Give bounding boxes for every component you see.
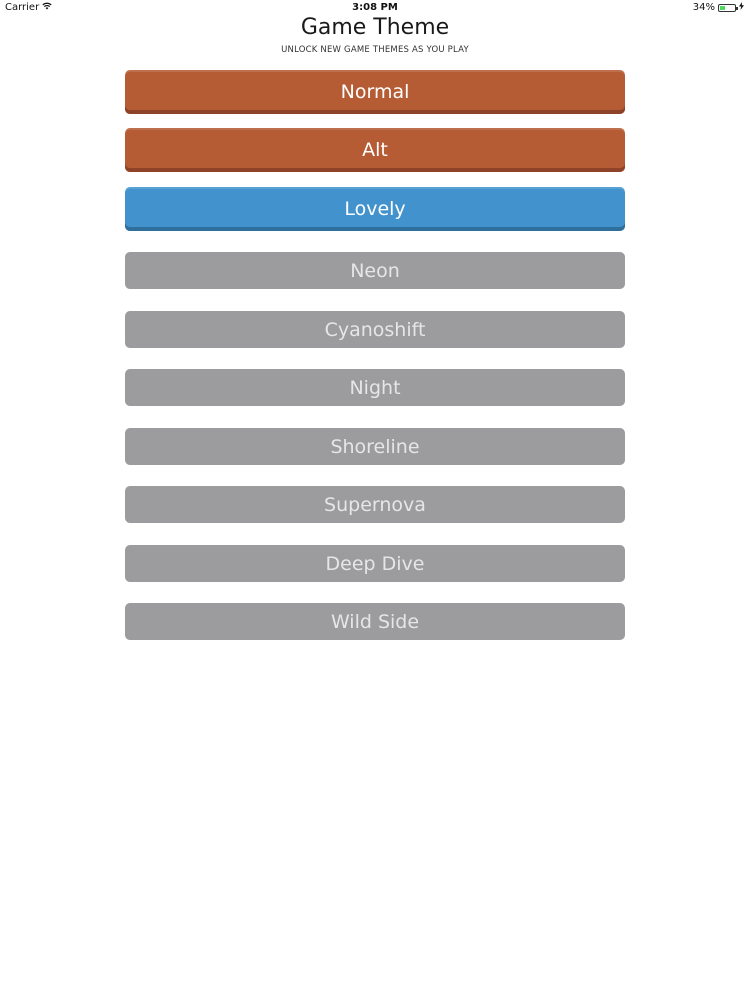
theme-button-lovely[interactable]: [125, 187, 625, 231]
theme-label: Alt: [362, 139, 388, 161]
theme-label: Neon: [350, 259, 400, 282]
battery-icon: [718, 4, 736, 12]
theme-label: Cyanoshift: [324, 318, 426, 341]
theme-label: Night: [349, 376, 401, 399]
battery-percent: 34%: [692, 2, 715, 13]
theme-label: Normal: [340, 81, 410, 103]
theme-label: Lovely: [344, 198, 406, 220]
page-subtitle: UNLOCK NEW GAME THEMES AS YOU PLAY: [281, 45, 469, 55]
theme-button-supernova[interactable]: [125, 486, 625, 523]
bolt-icon: [739, 2, 744, 13]
theme-button-shoreline[interactable]: [125, 428, 625, 465]
theme-label: Supernova: [324, 493, 426, 516]
status-bar: [0, 0, 750, 16]
theme-label: Wild Side: [330, 610, 420, 633]
page-title: Game Theme: [300, 15, 450, 40]
theme-button-normal[interactable]: [125, 70, 625, 114]
status-right: [693, 2, 744, 13]
status-time: 3:08 PM: [352, 2, 398, 13]
theme-button-deep-dive[interactable]: [125, 545, 625, 582]
theme-button-cyanoshift[interactable]: [125, 311, 625, 348]
battery-tip: [736, 7, 738, 10]
theme-button-alt[interactable]: [125, 128, 625, 172]
carrier-label: Carrier: [5, 2, 40, 13]
theme-button-night[interactable]: [125, 369, 625, 406]
theme-button-neon[interactable]: [125, 252, 625, 289]
theme-label: Deep Dive: [325, 552, 425, 575]
battery-level-fill: [720, 6, 725, 10]
theme-label: Shoreline: [330, 435, 420, 458]
theme-button-wild-side[interactable]: [125, 603, 625, 640]
